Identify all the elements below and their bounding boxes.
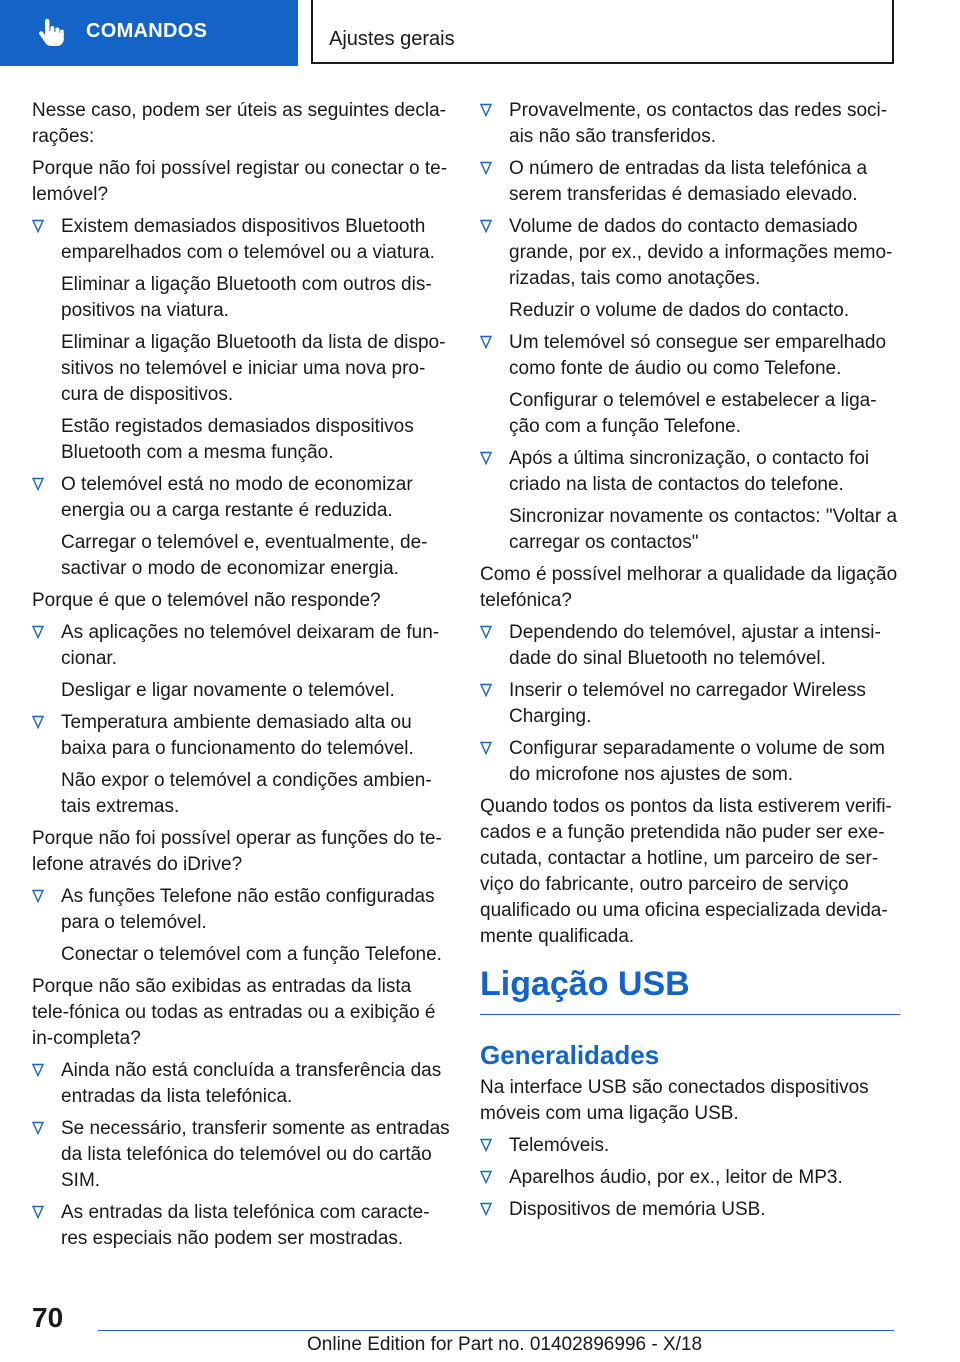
triangle-bullet-icon — [480, 161, 492, 175]
right-column — [480, 98, 900, 1229]
triangle-bullet-icon — [32, 1205, 44, 1219]
list-subtext: Eliminar a ligação Bluetooth da lista de dispo-sitivos no telemóvel e iniciar uma nova pro-cura de dispositivos. — [61, 332, 446, 405]
list-item: Configurar separadamente o volume de som do microfone nos ajustes de som. — [480, 736, 900, 788]
triangle-bullet-icon — [480, 1170, 492, 1184]
triangle-bullet-icon — [480, 625, 492, 639]
list-item: Se necessário, transferir somente as entradas da lista telefónica do telemóvel ou do cartão SIM. — [32, 1116, 452, 1194]
chapter-tab — [0, 0, 298, 66]
list-subtext: Carregar o telemóvel e, eventualmente, de-sactivar o modo de economizar energia. — [61, 532, 428, 579]
triangle-bullet-icon — [32, 715, 44, 729]
question: Porque não são exibidas as entradas da lista tele-fónica ou todas as entradas ou a exibição é in-completa? — [32, 976, 436, 1049]
list-item: Volume de dados do contacto demasiado grande, por ex., devido a informações memo-rizadas, tais como anotações. — [480, 214, 900, 292]
subsection-heading: Generalidades — [480, 1040, 660, 1070]
list-item: Provavelmente, os contactos das redes soci-ais não são transferidos. — [480, 98, 900, 150]
list-subtext: Sincronizar novamente os contactos: "Voltar a carregar os contactos" — [509, 506, 898, 553]
list-item: Após a última sincronização, o contacto foi criado na lista de contactos do telefone. — [480, 446, 900, 498]
section-title: Ajustes gerais — [329, 28, 455, 50]
list-item: Temperatura ambiente demasiado alta ou baixa para o funcionamento do telemóvel. — [32, 710, 452, 762]
section-title-box — [311, 0, 894, 64]
list-subtext: Eliminar a ligação Bluetooth com outros dis-positivos na viatura. — [61, 274, 432, 321]
triangle-bullet-icon — [480, 335, 492, 349]
page-header — [0, 0, 960, 66]
list-item: Telemóveis. — [480, 1133, 900, 1159]
list-item: Dependendo do telemóvel, ajustar a intensi-dade do sinal Bluetooth no telemóvel. — [480, 620, 900, 672]
triangle-bullet-icon — [480, 683, 492, 697]
triangle-bullet-icon — [480, 103, 492, 117]
list-subtext: Conectar o telemóvel com a função Telefone. — [61, 944, 442, 965]
hand-pointer-icon — [36, 18, 66, 48]
list-item: Inserir o telemóvel no carregador Wireless Charging. — [480, 678, 900, 730]
triangle-bullet-icon — [32, 477, 44, 491]
triangle-bullet-icon — [480, 219, 492, 233]
triangle-bullet-icon — [480, 451, 492, 465]
list-item: Dispositivos de memória USB. — [480, 1197, 900, 1223]
question: Porque não foi possível registar ou conectar o te-lemóvel? — [32, 158, 448, 205]
triangle-bullet-icon — [32, 889, 44, 903]
triangle-bullet-icon — [32, 1063, 44, 1077]
list-subtext: Configurar o telemóvel e estabelecer a liga-ção com a função Telefone. — [509, 390, 877, 437]
triangle-bullet-icon — [480, 1202, 492, 1216]
list-item: O número de entradas da lista telefónica a serem transferidas é demasiado elevado. — [480, 156, 900, 208]
paragraph: Na interface USB são conectados dispositivos móveis com uma ligação USB. — [480, 1077, 869, 1124]
paragraph: Quando todos os pontos da lista estiverem verifi-cados e a função pretendida não puder ser exe-cutada, contactar a hotline, um parceiro de ser-viço do fabricante, outro parceiro de serviço qualificado ou uma oficina especializada devida-mente qualificada. — [480, 796, 892, 947]
list-item: Aparelhos áudio, por ex., leitor de MP3. — [480, 1165, 900, 1191]
list-item: Um telemóvel só consegue ser emparelhado como fonte de áudio ou como Telefone. — [480, 330, 900, 382]
list-item: As entradas da lista telefónica com caracte-res especiais não podem ser mostradas. — [32, 1200, 452, 1252]
question: Como é possível melhorar a qualidade da ligação telefónica? — [480, 564, 898, 611]
question: Porque é que o telemóvel não responde? — [32, 590, 381, 611]
triangle-bullet-icon — [480, 1138, 492, 1152]
list-subtext: Reduzir o volume de dados do contacto. — [509, 300, 850, 321]
list-subtext: Não expor o telemóvel a condições ambien-tais extremas. — [61, 770, 432, 817]
paragraph: Nesse caso, podem ser úteis as seguintes decla-rações: — [32, 100, 446, 147]
triangle-bullet-icon — [32, 625, 44, 639]
left-column — [32, 98, 452, 1258]
list-item: As funções Telefone não estão configuradas para o telemóvel. — [32, 884, 452, 936]
page-number: 70 — [32, 1302, 64, 1333]
question: Porque não foi possível operar as funções do te-lefone através do iDrive? — [32, 828, 442, 875]
chapter-label: COMANDOS — [86, 20, 208, 42]
triangle-bullet-icon — [480, 741, 492, 755]
footer-edition: Online Edition for Part no. 01402896996 - X/18 — [307, 1334, 703, 1355]
section-heading: Ligação USB — [480, 962, 900, 1015]
list-subtext: Estão registados demasiados dispositivos Bluetooth com a mesma função. — [61, 416, 414, 463]
footer-divider — [98, 1330, 894, 1331]
list-item: As aplicações no telemóvel deixaram de fun-cionar. — [32, 620, 452, 672]
list-item: O telemóvel está no modo de economizar energia ou a carga restante é reduzida. — [32, 472, 452, 524]
triangle-bullet-icon — [32, 1121, 44, 1135]
list-item: Ainda não está concluída a transferência das entradas da lista telefónica. — [32, 1058, 452, 1110]
list-item: Existem demasiados dispositivos Bluetooth emparelhados com o telemóvel ou a viatura. — [32, 214, 452, 266]
list-subtext: Desligar e ligar novamente o telemóvel. — [61, 680, 395, 701]
triangle-bullet-icon — [32, 219, 44, 233]
